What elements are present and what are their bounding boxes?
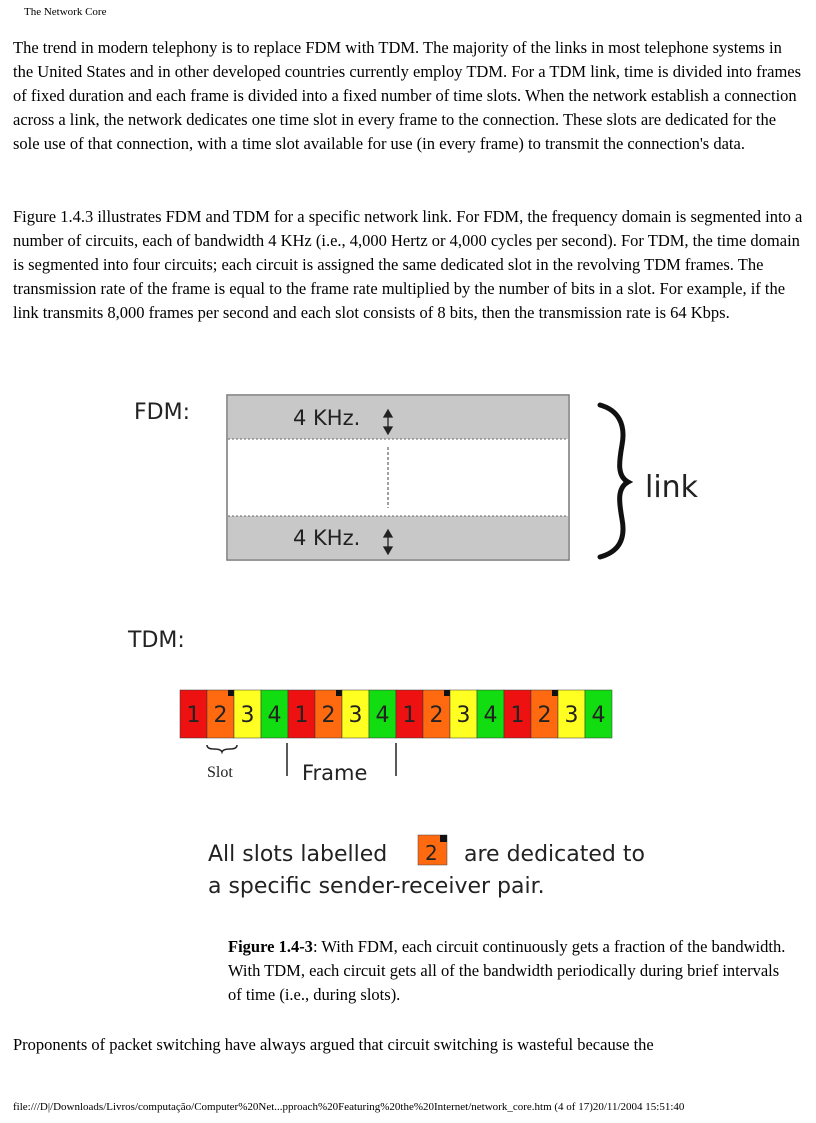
tdm-slot-number: 3 — [240, 703, 255, 728]
fdm-label: FDM: — [134, 400, 190, 425]
slot-marker — [444, 690, 450, 696]
paragraph-packet-switching: Proponents of packet switching have always argued that circuit switching is wasteful because the — [13, 1035, 654, 1054]
fdm-band-top — [228, 396, 568, 439]
tdm-slot-number: 2 — [321, 703, 336, 728]
slot-marker — [552, 690, 558, 696]
caption-text: : With FDM, each circuit continuously gets a fraction of the bandwidth. With TDM, each circuit gets all of the bandwidth periodically during brief intervals of time (i.e., during slots). — [228, 937, 786, 1004]
tdm-slot-number: 2 — [429, 703, 444, 728]
tdm-slot-number: 4 — [375, 703, 390, 728]
tdm-slot-number: 4 — [267, 703, 282, 728]
tdm-slot-number: 4 — [591, 703, 606, 728]
band-label-top: 4 KHz. — [293, 406, 361, 430]
caption-label: Figure 1.4-3 — [228, 937, 313, 956]
page-header: The Network Core — [24, 6, 107, 18]
link-brace — [600, 405, 628, 557]
legend-slot-number: 2 — [425, 841, 438, 865]
tdm-slot-number: 3 — [564, 703, 579, 728]
band-label-bottom: 4 KHz. — [293, 526, 361, 550]
link-label: link — [645, 470, 699, 505]
tdm-slot-number: 1 — [402, 703, 417, 728]
tdm-slot-number: 1 — [510, 703, 525, 728]
tdm-slot-number: 1 — [294, 703, 309, 728]
tdm-slot-number: 2 — [213, 703, 228, 728]
page-footer-url: file:///D|/Downloads/Livros/computação/Computer%20Net...pproach%20Featuring%20the%20Internet/network_core.htm (4 of 17)20/11/2004 15:51:40 — [13, 1101, 685, 1113]
slot-marker — [228, 690, 234, 696]
paragraph-figure-description: Figure 1.4.3 illustrates FDM and TDM for a specific network link. For FDM, the frequency domain is segmented into a number of circuits, each of bandwidth 4 KHz (i.e., 4,000 Hertz or 4,000 cycles per second). For TDM, the time domain is segmented into four circuits; each circuit is assigned the same dedicated slot in the revolving TDM frames. The transmission rate of the frame is equal to the frame rate multiplied by the number of bits in a slot. For example, if the link transmits 8,000 frames per second and each slot consists of 8 bits, then the transmission rate is 64 Kbps. — [13, 207, 803, 322]
tdm-slot-number: 2 — [537, 703, 552, 728]
tdm-slot-number: 1 — [186, 703, 201, 728]
tdm-label: TDM: — [128, 628, 185, 653]
fdm-band-bottom — [228, 516, 568, 559]
legend-suffix: are dedicated to — [464, 842, 645, 867]
tdm-slot-number: 3 — [456, 703, 471, 728]
tdm-slot-number: 4 — [483, 703, 498, 728]
frame-label: Frame — [302, 761, 368, 785]
slot-label: Slot — [207, 764, 233, 781]
tdm-slot-number: 3 — [348, 703, 363, 728]
legend-slot-marker — [440, 835, 447, 842]
legend-line2: a specific sender-receiver pair. — [208, 874, 545, 899]
slot-brace — [207, 745, 237, 752]
tdm-frame-strip — [180, 690, 612, 738]
paragraph-tdm-intro: The trend in modern telephony is to replace FDM with TDM. The majority of the links in most telephone systems in the United States and in other developed countries currently employ TDM. For a TDM link, time is divided into frames of fixed duration and each frame is divided into a fixed number of time slots. When the network establish a connection across a link, the network dedicates one time slot in every frame to the connection. These slots are dedicated for the sole use of that connection, with a time slot available for use (in every frame) to transmit the connection's data. — [13, 38, 802, 153]
legend-prefix: All slots labelled — [208, 842, 388, 867]
slot-marker — [336, 690, 342, 696]
figure-caption — [228, 935, 788, 1007]
